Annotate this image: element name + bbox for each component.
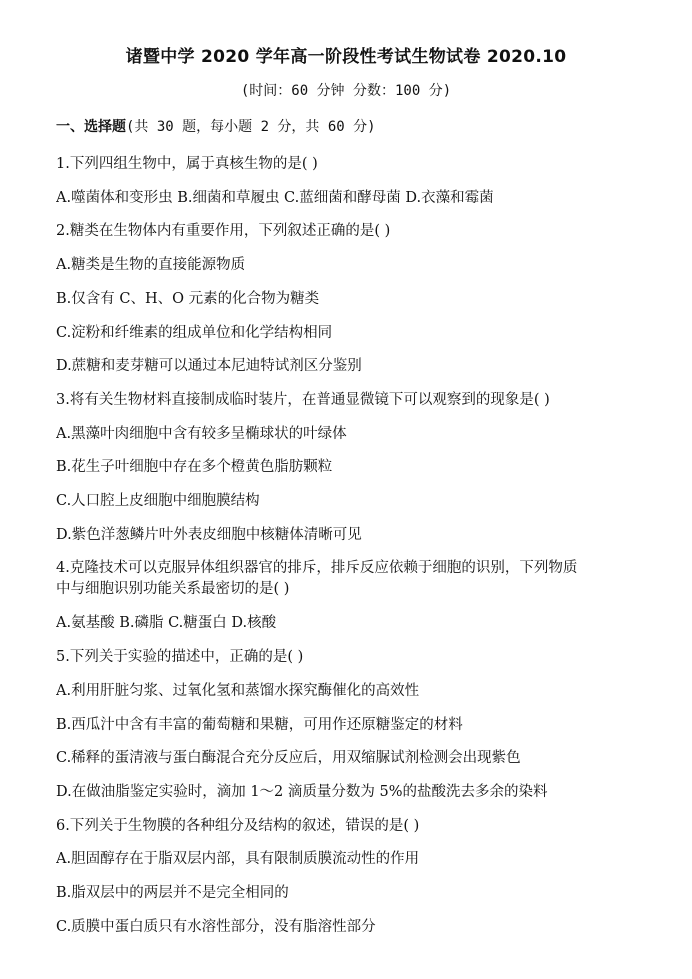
- question-5-option-a: A.利用肝脏匀浆、过氧化氢和蒸馏水探究酶催化的高效性: [56, 682, 420, 699]
- question-6-option-c: C.质膜中蛋白质只有水溶性部分，没有脂溶性部分: [56, 918, 376, 935]
- question-3-option-a: A.黑藻叶肉细胞中含有较多呈椭球状的叶绿体: [56, 425, 347, 442]
- section-label: 一、选择题: [56, 119, 126, 135]
- section-detail: (共 30 题，每小题 2 分，共 60 分): [126, 119, 376, 135]
- question-4-stem: [56, 552, 646, 607]
- exam-time-score: (时间：60 分钟 分数：100 分): [240, 83, 452, 99]
- question-2-option-c: C.淀粉和纤维素的组成单位和化学结构相同: [56, 324, 333, 341]
- question-2-stem: 2.糖类在生物体内有重要作用，下列叙述正确的是( ): [56, 223, 391, 240]
- question-5-option-c: C.稀释的蛋清液与蛋白酶混合充分反应后，用双缩脲试剂检测会出现紫色: [56, 750, 521, 767]
- question-1-options: A.噬菌体和变形虫 B.细菌和草履虫 C.蓝细菌和酵母菌 D.衣藻和霉菌: [56, 189, 494, 206]
- question-4-stem-line-1: 4.克隆技术可以克服异体组织器官的排斥，排斥反应依赖于细胞的识别，下列物质: [56, 560, 578, 577]
- question-4-options: A.氨基酸 B.磷脂 C.糖蛋白 D.核酸: [56, 615, 277, 632]
- question-3-option-c: C.人口腔上皮细胞中细胞膜结构: [56, 493, 260, 510]
- question-2-option-d: D.蔗糖和麦芽糖可以通过本尼迪特试剂区分鉴别: [56, 358, 362, 375]
- question-4-stem-line-2: 中与细胞识别功能关系最密切的是( ): [56, 581, 290, 598]
- question-6-option-b: B.脂双层中的两层并不是完全相同的: [56, 885, 289, 902]
- question-list: [56, 148, 646, 944]
- question-3-option-d: D.紫色洋葱鳞片叶外表皮细胞中核糖体清晰可见: [56, 526, 362, 543]
- question-2-option-b: B.仅含有 C、H、O 元素的化合物为糖类: [56, 290, 320, 307]
- question-5-option-b: B.西瓜汁中含有丰富的葡萄糖和果糖，可用作还原糖鉴定的材料: [56, 716, 463, 733]
- question-6-option-a: A.胆固醇存在于脂双层内部，具有限制质膜流动性的作用: [56, 851, 420, 868]
- question-2-option-a: A.糖类是生物的直接能源物质: [56, 257, 246, 274]
- exam-title: 诸暨中学 2020 学年高一阶段性考试生物试卷 2020.10: [125, 47, 567, 67]
- question-3-option-b: B.花生子叶细胞中存在多个橙黄色脂肪颗粒: [56, 459, 333, 476]
- section-heading: [56, 116, 376, 136]
- question-6-stem: 6.下列关于生物膜的各种组分及结构的叙述，错误的是( ): [56, 817, 420, 834]
- question-5-stem: 5.下列关于实验的描述中，正确的是( ): [56, 649, 304, 666]
- question-5-option-d: D.在做油脂鉴定实验时，滴加 1～2 滴质量分数为 5%的盐酸洗去多余的染料: [56, 783, 548, 800]
- question-3-stem: 3.将有关生物材料直接制成临时装片，在普通显微镜下可以观察到的现象是( ): [56, 391, 550, 408]
- question-1-stem: 1.下列四组生物中，属于真核生物的是( ): [56, 156, 318, 172]
